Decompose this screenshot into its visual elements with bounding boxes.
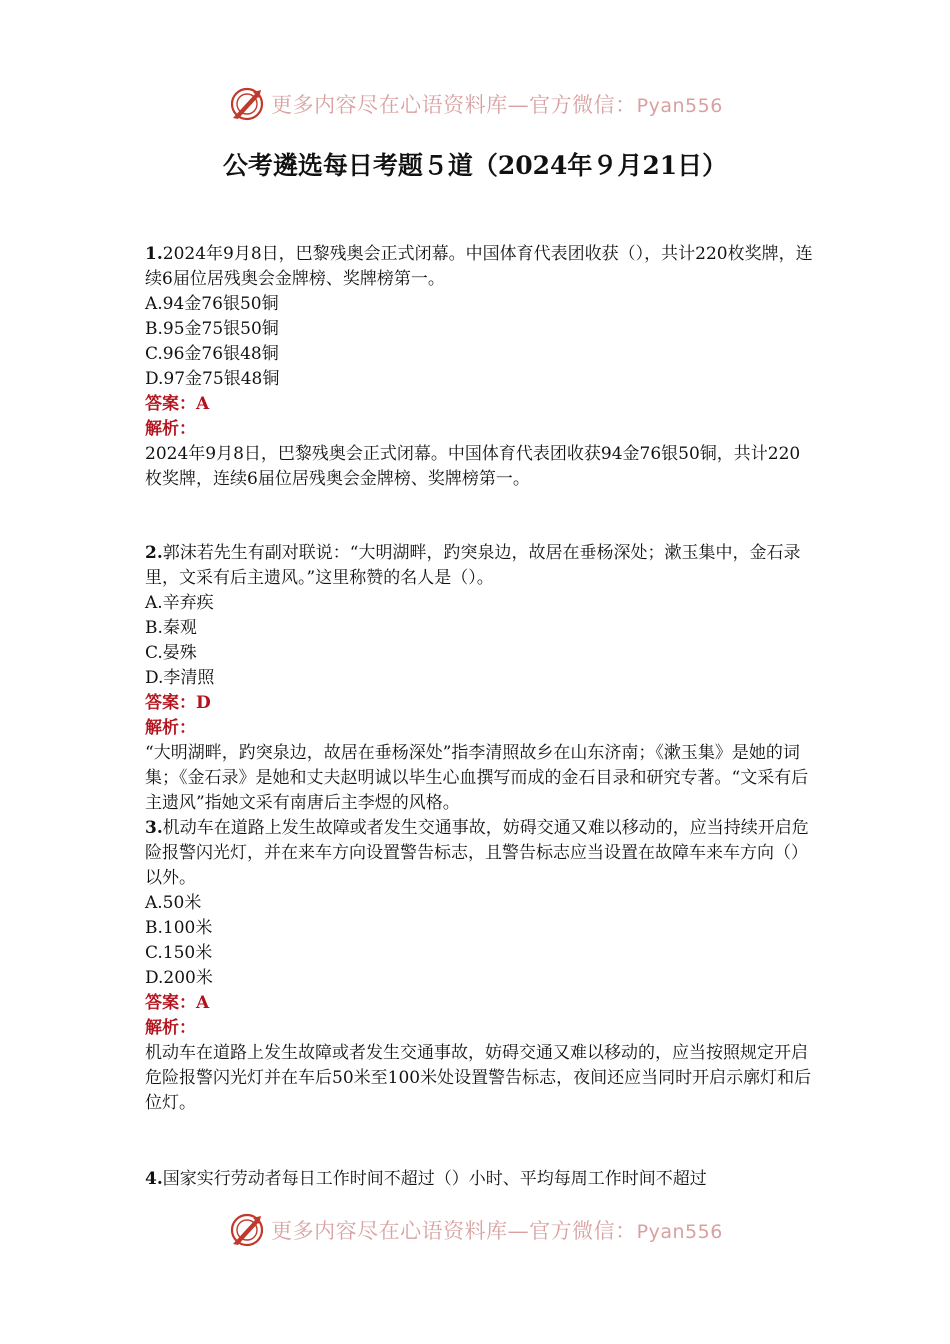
question-stem: 1.2024年9月8日，巴黎残奥会正式闭幕。中国体育代表团收获（），共计220枚奖牌，连续6届位居残奥会金牌榜、奖牌榜第一。 (145, 244, 813, 289)
banner-text: 更多内容尽在心语资料库—官方微信：Pyan556 (271, 1219, 723, 1243)
banner-wechat-id: Pyan556 (636, 95, 723, 117)
question-stem: 4.国家实行劳动者每日工作时间不超过（）小时、平均每周工作时间不超过 (145, 1169, 707, 1189)
option-a: A.辛弃疾 (145, 593, 214, 613)
option-c: C.晏殊 (145, 643, 197, 663)
question-stem: 2.郭沫若先生有副对联说：“大明湖畔，趵突泉边，故居在垂杨深处；漱玉集中，金石录里，文采有后主遗风。”这里称赞的名人是（）。 (145, 543, 801, 588)
explanation: “大明湖畔，趵突泉边，故居在垂杨深处”指李清照故乡在山东济南；《漱玉集》是她的词集；《金石录》是她和丈夫赵明诚以毕生心血撰写而成的金石目录和研究专著。“文采有后主遗风”指她文采有南唐后主李煜的风格。 (145, 743, 809, 813)
explanation-label: 解析： (145, 419, 196, 439)
question-stem: 3.机动车在道路上发生故障或者发生交通事故，妨碍交通又难以移动的，应当持续开启危险报警闪光灯，并在来车方向设置警告标志，且警告标志应当设置在故障车来车方向（）以外。 (145, 818, 809, 888)
option-b: B.95金75银50铜 (145, 319, 279, 339)
footer-banner (0, 1210, 950, 1250)
option-d: D.97金75银48铜 (145, 369, 280, 389)
answer: 答案：A (145, 394, 210, 414)
explanation-label: 解析： (145, 1018, 196, 1038)
answer: 答案：D (145, 693, 211, 713)
option-c: C.150米 (145, 943, 213, 963)
banner-text: 更多内容尽在心语资料库—官方微信：Pyan556 (271, 93, 723, 117)
option-a: A.94金76银50铜 (145, 294, 279, 314)
option-b: B.100米 (145, 918, 213, 938)
banner-wechat-id: Pyan556 (636, 1221, 723, 1243)
explanation: 2024年9月8日，巴黎残奥会正式闭幕。中国体育代表团收获94金76银50铜，共计220枚奖牌，连续6届位居残奥会金牌榜、奖牌榜第一。 (145, 444, 801, 489)
answer: 答案：A (145, 993, 210, 1013)
question-2 (145, 541, 815, 816)
question-1 (145, 242, 815, 492)
option-d: D.200米 (145, 968, 213, 988)
pen-logo-icon (227, 1210, 267, 1250)
question-list (145, 242, 815, 1192)
option-d: D.李清照 (145, 668, 215, 688)
option-c: C.96金76银48铜 (145, 344, 279, 364)
page-title: 公考遴选每日考题５道（2024年９月21日） (222, 151, 728, 180)
option-a: A.50米 (145, 893, 202, 913)
header-banner (0, 84, 950, 124)
question-4 (145, 1167, 815, 1192)
explanation: 机动车在道路上发生故障或者发生交通事故，妨碍交通又难以移动的，应当按照规定开启危险报警闪光灯并在车后50米至100米处设置警告标志，夜间还应当同时开启示廓灯和后位灯。 (145, 1043, 812, 1113)
pen-logo-icon (227, 84, 267, 124)
explanation-label: 解析： (145, 718, 196, 738)
question-3 (145, 816, 815, 1116)
option-b: B.秦观 (145, 618, 197, 638)
